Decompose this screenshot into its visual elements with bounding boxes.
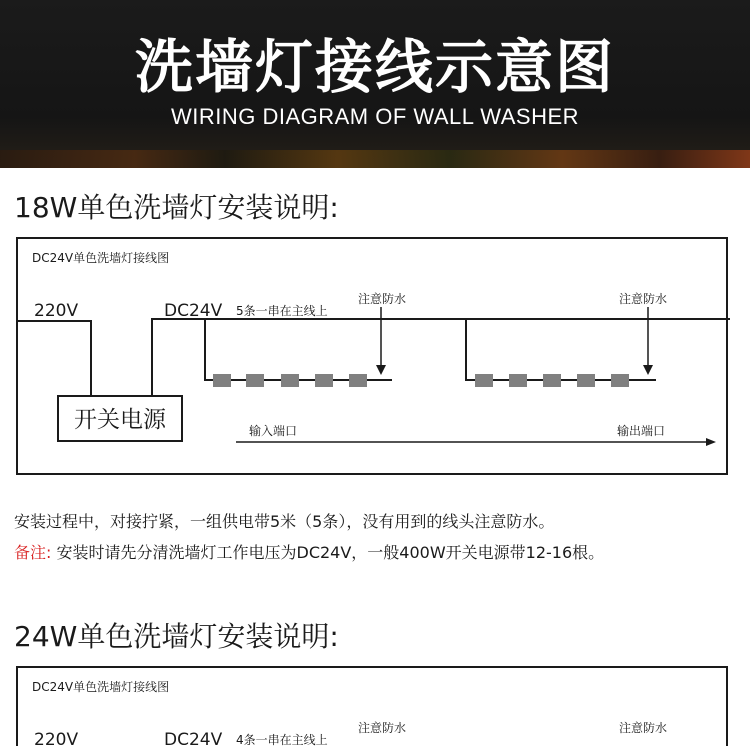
flow-arrowhead — [706, 438, 716, 446]
group1-lamp — [281, 374, 299, 387]
wiring-diagram-18w — [16, 237, 728, 475]
header-banner — [0, 0, 750, 168]
wiring-diagram-24w — [16, 666, 728, 746]
wiring-diagram-svg-2 — [18, 668, 730, 748]
power-supply-label: 开关电源 — [74, 407, 166, 433]
group1-lamp — [246, 374, 264, 387]
series-note: 5条一串在主线上 — [236, 304, 328, 318]
banner-light-strip — [0, 150, 750, 168]
input-voltage-label-2: 220V — [34, 730, 79, 748]
waterproof-note-1: 注意防水 — [358, 292, 407, 306]
group2-lamp — [543, 374, 561, 387]
waterproof-arrowhead-1 — [376, 365, 386, 375]
page-title: 洗墙灯接线示意图 — [134, 33, 615, 101]
install-note: 安装过程中，对接拧紧，一组供电带5米（5条），没有用到的线头注意防水。 — [14, 512, 555, 531]
diagram-caption-2: DC24V单色洗墙灯接线图 — [32, 680, 170, 694]
waterproof-note-3: 注意防水 — [358, 721, 407, 735]
output-voltage-label: DC24V — [164, 301, 223, 321]
page-subtitle: WIRING DIAGRAM OF WALL WASHER — [170, 104, 580, 129]
output-voltage-label-2: DC24V — [164, 730, 223, 748]
group1-lamp — [315, 374, 333, 387]
group1-lamp — [349, 374, 367, 387]
group2-lamp — [611, 374, 629, 387]
remark-text: 安装时请先分清洗墙灯工作电压为DC24V，一般400W开关电源带12-16根。 — [56, 543, 605, 562]
output-port-label: 输出端口 — [617, 424, 666, 438]
group1-lamp — [213, 374, 231, 387]
waterproof-note-4: 注意防水 — [619, 721, 668, 735]
group2-lamp — [577, 374, 595, 387]
series-note-2: 4条一串在主线上 — [236, 733, 328, 747]
section-heading-24w: 24W单色洗墙灯安装说明: — [14, 620, 339, 653]
diagram-caption: DC24V单色洗墙灯接线图 — [32, 251, 170, 265]
remark-label: 备注: — [14, 543, 52, 562]
group2-lamp — [509, 374, 527, 387]
input-port-label: 输入端口 — [249, 424, 298, 438]
section-heading-18w: 18W单色洗墙灯安装说明: — [14, 191, 339, 224]
group2-lamp — [475, 374, 493, 387]
wiring-diagram-svg — [18, 239, 730, 477]
remark-note — [14, 540, 604, 563]
input-voltage-label: 220V — [34, 301, 79, 321]
waterproof-arrowhead-2 — [643, 365, 653, 375]
waterproof-note-2: 注意防水 — [619, 292, 668, 306]
